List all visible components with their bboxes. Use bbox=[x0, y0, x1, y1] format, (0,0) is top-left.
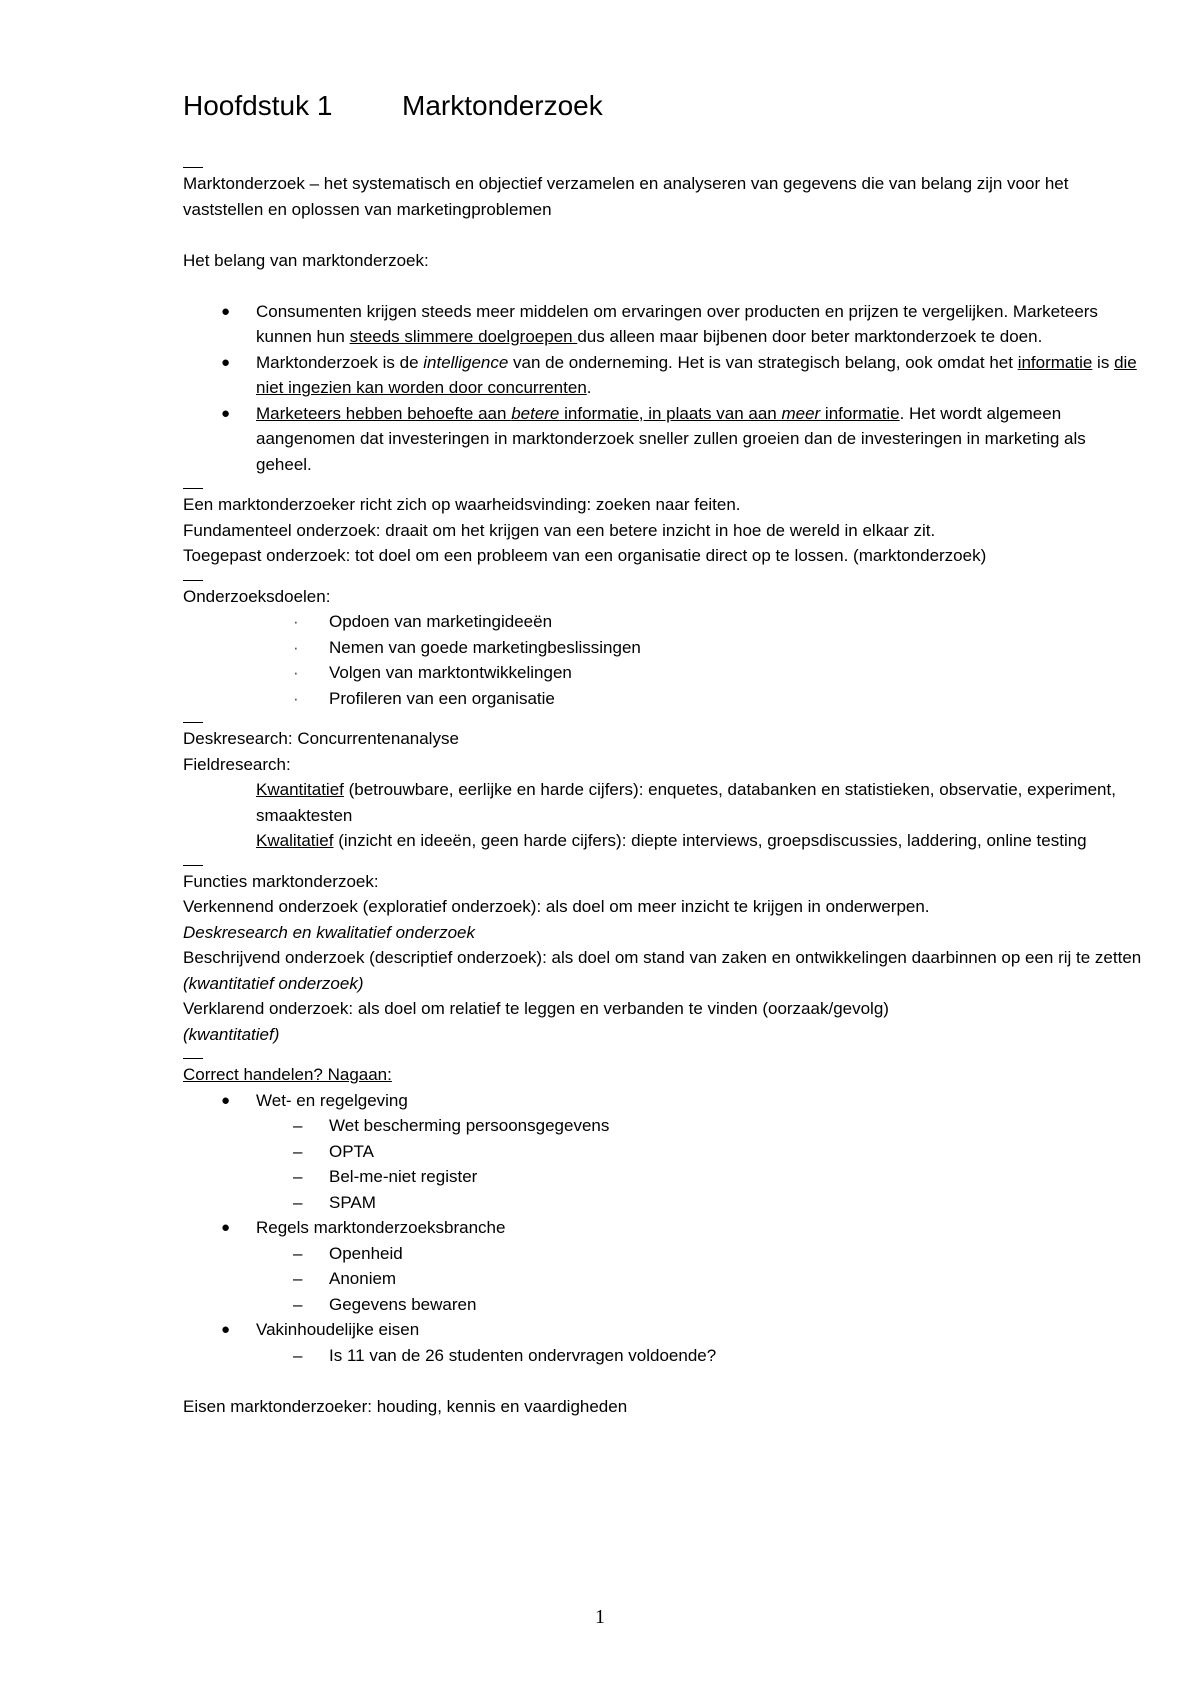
list-item: ● Marktonderzoek is de intelligence van de onderneming. Het is van strategisch belang, ook omdat het informatie is die niet ingezien kan worden door concurrenten. bbox=[183, 350, 1143, 401]
middle-dot-icon: · bbox=[293, 663, 299, 682]
belang-list bbox=[183, 299, 1143, 478]
bullet-icon: ● bbox=[221, 1321, 231, 1338]
list-item: · Profileren van een organisatie bbox=[183, 686, 1143, 712]
verklarend-line: Verklarend onderzoek: als doel om relatief te leggen en verbanden te vinden (oorzaak/gevolg) bbox=[183, 999, 889, 1018]
kwantitatief-paragraph: Kwantitatief (betrouwbare, eerlijke en harde cijfers): enquetes, databanken en statistieken, observatie, experiment, smaaktesten bbox=[256, 780, 1116, 825]
list-item: ● Marketeers hebben behoefte aan betere informatie, in plaats van aan meer informatie. Het wordt algemeen aangenomen dat investeringen in marktonderzoek sneller zullen groeien dan de investeringen in marketing als geheel. bbox=[183, 401, 1143, 478]
verkennend-line: Verkennend onderzoek (exploratief onderzoek): als doel om meer inzicht te krijgen in onderwerpen. bbox=[183, 897, 930, 916]
section-divider bbox=[183, 854, 1143, 869]
sub-list-item: – Is 11 van de 26 studenten ondervragen voldoende? bbox=[183, 1343, 1143, 1369]
list-item: ● Regels marktonderzoeksbranche bbox=[183, 1215, 1143, 1241]
list-item: · Opdoen van marketingideeën bbox=[183, 609, 1143, 635]
list-item: · Volgen van marktontwikkelingen bbox=[183, 660, 1143, 686]
dash-icon: – bbox=[293, 1294, 303, 1314]
chapter-number: Hoofdstuk 1 bbox=[183, 90, 333, 121]
dash-icon: – bbox=[293, 1345, 303, 1365]
dash-icon: – bbox=[293, 1243, 303, 1263]
correct-list bbox=[183, 1088, 1143, 1114]
research-line: Een marktonderzoeker richt zich op waarheidsvinding: zoeken naar feiten. bbox=[183, 495, 741, 514]
dash-icon: – bbox=[293, 1192, 303, 1212]
beschrijvend-line: Beschrijvend onderzoek (descriptief onderzoek): als doel om stand van zaken en ontwikkelingen daarbinnen op een rij te zetten (kwantitatief onderzoek) bbox=[183, 948, 1142, 993]
verklarend-note: (kwantitatief) bbox=[183, 1024, 280, 1044]
bullet-icon: ● bbox=[221, 353, 231, 371]
dash-icon: – bbox=[293, 1167, 303, 1186]
list-item: ● Wet- en regelgeving bbox=[183, 1088, 1143, 1114]
middle-dot-icon: · bbox=[293, 612, 299, 631]
sub-list-item: – Wet bescherming persoonsgegevens bbox=[183, 1113, 1143, 1139]
sub-list-item: – OPTA bbox=[183, 1139, 1143, 1165]
belang-title: Het belang van marktonderzoek: bbox=[183, 250, 429, 270]
section-divider bbox=[183, 711, 1143, 726]
fieldresearch-line: Fieldresearch: bbox=[183, 754, 291, 774]
page-content bbox=[183, 86, 1143, 1419]
chapter-heading bbox=[183, 86, 1143, 126]
bullet-icon: ● bbox=[221, 404, 231, 422]
list-item: ● Consumenten krijgen steeds meer middelen om ervaringen over producten en prijzen te vergelijken. Marketeers kunnen hun steeds slimmere doelgroepen dus alleen maar bijbenen door beter marktonderzoek te doen. bbox=[183, 299, 1143, 350]
bullet-icon: ● bbox=[221, 1219, 231, 1236]
section-divider bbox=[183, 477, 1143, 492]
kwalitatief-paragraph: Kwalitatief (inzicht en ideeën, geen harde cijfers): diepte interviews, groepsdiscussies, laddering, online testing bbox=[256, 831, 1087, 850]
research-line: Fundamenteel onderzoek: draait om het krijgen van een betere inzicht in hoe de wereld in elkaar zit. bbox=[183, 520, 936, 540]
chapter-title: Marktonderzoek bbox=[402, 90, 603, 121]
section-divider bbox=[183, 156, 1143, 171]
eisen-line: Eisen marktonderzoeker: houding, kennis en vaardigheden bbox=[183, 1396, 628, 1416]
sub-list bbox=[183, 1241, 1143, 1318]
list-item: ● Vakinhoudelijke eisen bbox=[183, 1317, 1143, 1343]
sub-list-item: – Anoniem bbox=[183, 1266, 1143, 1292]
section-divider bbox=[183, 1047, 1143, 1062]
doelen-list bbox=[183, 609, 1143, 711]
bullet-icon: ● bbox=[221, 1091, 231, 1109]
sub-list bbox=[183, 1113, 1143, 1215]
verkennend-note: Deskresearch en kwalitatief onderzoek bbox=[183, 922, 475, 942]
correct-title: Correct handelen? Nagaan: bbox=[183, 1065, 392, 1084]
bullet-icon: ● bbox=[221, 302, 231, 320]
correct-list bbox=[183, 1215, 1143, 1241]
page-number: 1 bbox=[595, 1606, 605, 1628]
middle-dot-icon: · bbox=[293, 637, 299, 657]
definition-paragraph: Marktonderzoek – het systematisch en objectief verzamelen en analyseren van gegevens die van belang zijn voor het vaststellen en oplossen van marketingproblemen bbox=[183, 174, 1069, 219]
section-divider bbox=[183, 569, 1143, 584]
sub-list-item: – SPAM bbox=[183, 1190, 1143, 1216]
correct-list bbox=[183, 1317, 1143, 1343]
list-item: · Nemen van goede marketingbeslissingen bbox=[183, 635, 1143, 661]
doelen-title: Onderzoeksdoelen: bbox=[183, 586, 331, 606]
dash-icon: – bbox=[293, 1269, 303, 1288]
sub-list-item: – Openheid bbox=[183, 1241, 1143, 1267]
research-line: Toegepast onderzoek: tot doel om een probleem van een organisatie direct op te lossen. (marktonderzoek) bbox=[183, 546, 987, 565]
dash-icon: – bbox=[293, 1141, 303, 1161]
sub-list-item: – Gegevens bewaren bbox=[183, 1292, 1143, 1318]
dash-icon: – bbox=[293, 1116, 303, 1135]
middle-dot-icon: · bbox=[293, 688, 299, 708]
sub-list bbox=[183, 1343, 1143, 1369]
deskresearch-line: Deskresearch: Concurrentenanalyse bbox=[183, 729, 459, 748]
functies-title: Functies marktonderzoek: bbox=[183, 871, 379, 891]
sub-list-item: – Bel-me-niet register bbox=[183, 1164, 1143, 1190]
